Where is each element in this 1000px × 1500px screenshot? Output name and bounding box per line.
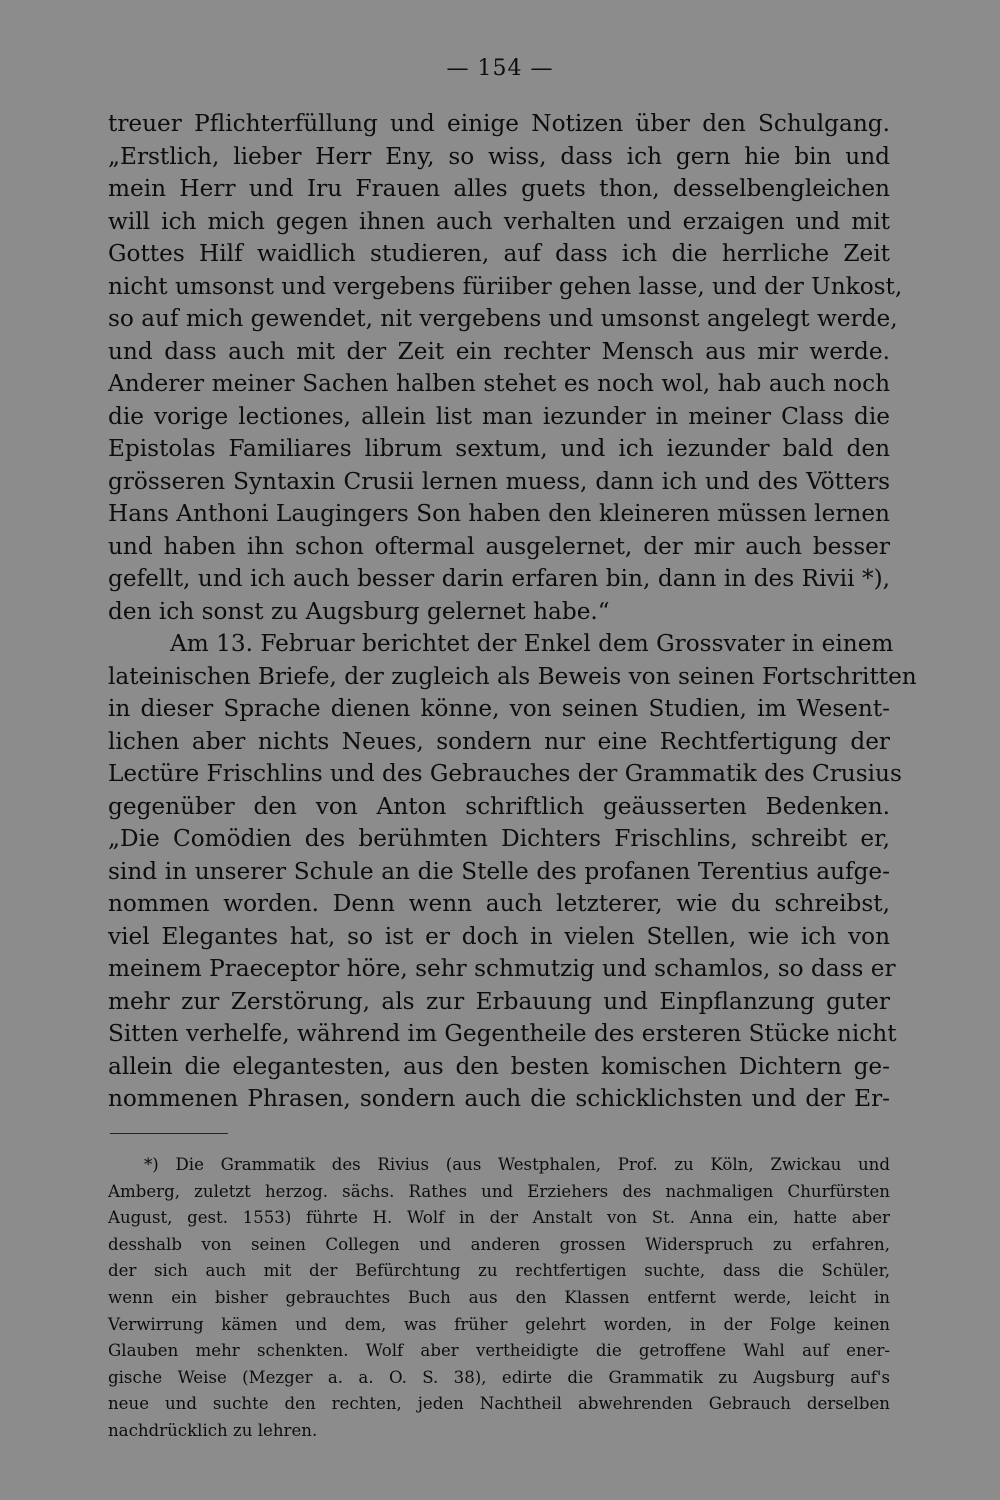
page-number: — 154 —: [446, 56, 554, 81]
footnote-line: desshalb von seinen Collegen und anderen grossen Widerspruch zu erfahren,: [108, 1234, 890, 1254]
footnote: [108, 1152, 890, 1445]
text-line: Hans Anthoni Laugingers Son haben den kleineren müssen lernen: [108, 500, 890, 527]
text-line: allein die elegantesten, aus den besten komischen Dichtern ge-: [108, 1052, 890, 1080]
footnote-line: Verwirrung kämen und dem, was früher gelehrt worden, in der Folge keinen: [108, 1314, 890, 1334]
text-line: meinem Praeceptor höre, sehr schmutzig und schamlos, so dass er: [108, 955, 896, 982]
text-line: nicht umsonst und vergebens füriiber gehen lasse, und der Unkost,: [108, 272, 903, 300]
text-line: will ich mich gegen ihnen auch verhalten und erzaigen und mit: [108, 207, 890, 235]
text-line: nommen worden. Denn wenn auch letzterer, wie du schreibst,: [108, 890, 890, 917]
footnote-line: nachdrücklich zu lehren.: [108, 1420, 318, 1440]
footnote-line: August, gest. 1553) führte H. Wolf in der Anstalt von St. Anna ein, hatte aber: [108, 1208, 890, 1228]
text-line: „Erstlich, lieber Herr Eny, so wiss, dass ich gern hie bin und: [108, 142, 890, 170]
text-line: viel Elegantes hat, so ist er doch in vielen Stellen, wie ich von: [108, 922, 890, 950]
main-text: [108, 108, 917, 1116]
text-line: sind in unserer Schule an die Stelle des profanen Terentius aufge-: [108, 857, 890, 885]
text-line: Anderer meiner Sachen halben stehet es noch wol, hab auch noch: [108, 370, 890, 397]
text-line: Epistolas Familiares librum sextum, und ich iezunder bald den: [108, 435, 890, 462]
text-line: Gottes Hilf waidlich studieren, auf dass ich die herrliche Zeit: [108, 240, 890, 267]
text-line: gegenüber den von Anton schriftlich geäusserten Bedenken.: [108, 792, 890, 820]
footnote-divider: [110, 1133, 228, 1134]
text-line: treuer Pflichterfüllung und einige Notizen über den Schulgang.: [108, 110, 890, 137]
text-line: in dieser Sprache dienen könne, von seinen Studien, im Wesent-: [108, 695, 890, 722]
footnote-line: Glauben mehr schenkten. Wolf aber vertheidigte die getroffene Wahl auf ener-: [108, 1341, 890, 1361]
text-line: mein Herr und Iru Frauen alles guets thon, desselbengleichen: [108, 175, 890, 202]
text-line: lichen aber nichts Neues, sondern nur eine Rechtfertigung der: [108, 727, 890, 755]
footnote-line: *) Die Grammatik des Rivius (aus Westphalen, Prof. zu Köln, Zwickau und: [144, 1155, 890, 1174]
footnote-line: Amberg, zuletzt herzog. sächs. Rathes und Erziehers des nachmaligen Churfürsten: [108, 1181, 890, 1201]
text-line: gefellt, und ich auch besser darin erfaren bin, dann in des Rivii *),: [108, 565, 890, 592]
text-line: lateinischen Briefe, der zugleich als Beweis von seinen Fortschritten: [108, 662, 917, 690]
text-line: Sitten verhelfe, während im Gegentheile des ersteren Stücke nicht: [108, 1020, 897, 1047]
text-line: und dass auch mit der Zeit ein rechter Mensch aus mir werde.: [108, 337, 890, 365]
text-line: den ich sonst zu Augsburg gelernet habe.“: [108, 597, 610, 625]
text-line: die vorige lectiones, allein list man iezunder in meiner Class die: [108, 402, 890, 430]
footnote-line: der sich auch mit der Befürchtung zu rechtfertigen suchte, dass die Schüler,: [108, 1261, 890, 1281]
text-line: nommenen Phrasen, sondern auch die schicklichsten und der Er-: [108, 1085, 890, 1112]
text-line: so auf mich gewendet, nit vergebens und umsonst angelegt werde,: [108, 305, 898, 332]
text-line: „Die Comödien des berühmten Dichters Frischlins, schreibt er,: [108, 825, 890, 852]
text-line: Am 13. Februar berichtet der Enkel dem Grossvater in einem: [170, 630, 894, 657]
text-line: grösseren Syntaxin Crusii lernen muess, dann ich und des Vötters: [108, 467, 890, 495]
text-line: und haben ihn schon oftermal ausgelernet, der mir auch besser: [108, 532, 890, 560]
text-line: Lectüre Frischlins und des Gebrauches der Grammatik des Crusius: [108, 760, 902, 787]
footnote-line: gische Weise (Mezger a. a. O. S. 38), edirte die Grammatik zu Augsburg auf's: [108, 1367, 890, 1387]
footnote-line: neue und suchte den rechten, jeden Nachtheil abwehrenden Gebrauch derselben: [108, 1394, 890, 1414]
footnote-line: wenn ein bisher gebrauchtes Buch aus den Klassen entfernt werde, leicht in: [108, 1287, 890, 1307]
text-line: mehr zur Zerstörung, als zur Erbauung und Einpflanzung guter: [108, 987, 890, 1015]
